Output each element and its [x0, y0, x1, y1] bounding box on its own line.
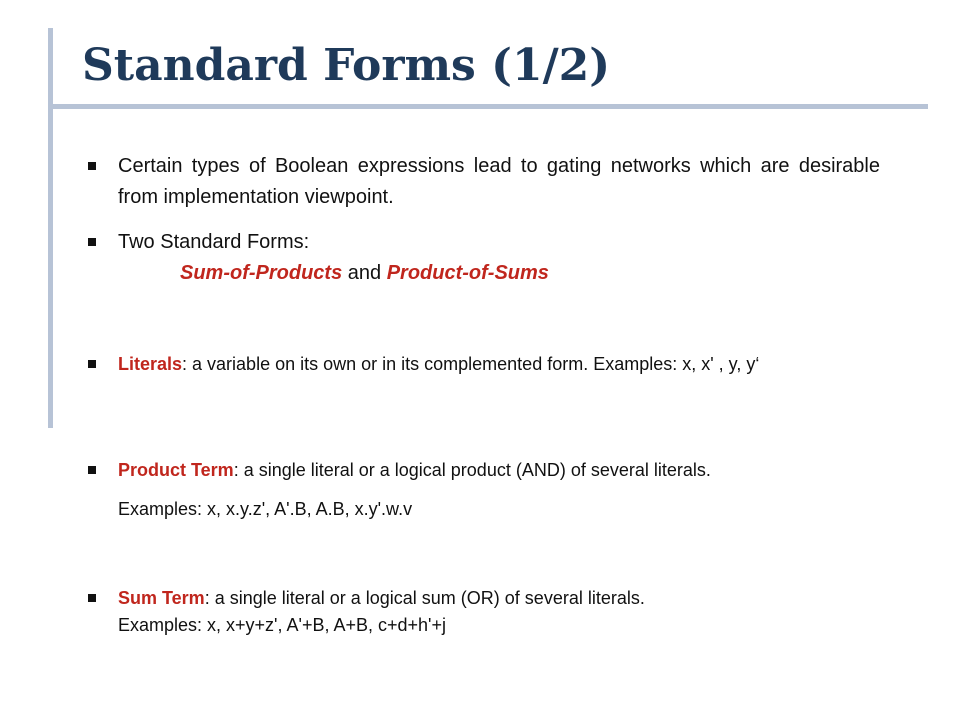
literals-definition: : a variable on its own or in its complemented form. Examples: x, x' , y, y‘	[182, 354, 760, 374]
sum-term-term: Sum Term	[118, 588, 205, 608]
product-term-definition: : a single literal or a logical product (AND) of several literals.	[233, 460, 711, 480]
literals-term: Literals	[118, 354, 183, 374]
square-bullet-icon	[88, 162, 96, 170]
product-term-examples: Examples: x, x.y.z', A'.B, A.B, x.y'.w.v	[118, 499, 413, 519]
bullet-standard-forms	[88, 227, 880, 289]
square-bullet-icon	[88, 360, 96, 368]
square-bullet-icon	[88, 594, 96, 602]
standard-forms-line	[118, 258, 880, 289]
bullet-text: Two Standard Forms:	[118, 231, 310, 253]
square-bullet-icon	[88, 466, 96, 474]
bullet-text	[118, 457, 880, 484]
sum-term-definition: : a single literal or a logical sum (OR) of several literals.	[204, 588, 645, 608]
sum-of-products-term: Sum-of-Products	[180, 262, 343, 284]
conjunction-text: and	[342, 262, 387, 284]
accent-vertical-rule	[48, 28, 53, 428]
sum-term-examples: Examples: x, x+y+z', A'+B, A+B, c+d+h'+j	[118, 615, 446, 635]
accent-horizontal-rule	[48, 104, 928, 109]
product-term-term: Product Term	[118, 460, 234, 480]
bullet-gating-networks	[88, 151, 880, 213]
slide-title: Standard Forms (1/2)	[82, 40, 611, 91]
bullet-literals	[88, 351, 880, 378]
bullet-product-term	[88, 457, 880, 523]
product-of-sums-term: Product-of-Sums	[386, 262, 549, 284]
bullet-sum-term	[88, 585, 880, 639]
bullet-text: Certain types of Boolean expressions lead to gating networks which are desirable from implementation viewpoint.	[118, 155, 880, 208]
bullet-text	[118, 585, 880, 612]
bullet-text	[118, 351, 880, 378]
square-bullet-icon	[88, 238, 96, 246]
